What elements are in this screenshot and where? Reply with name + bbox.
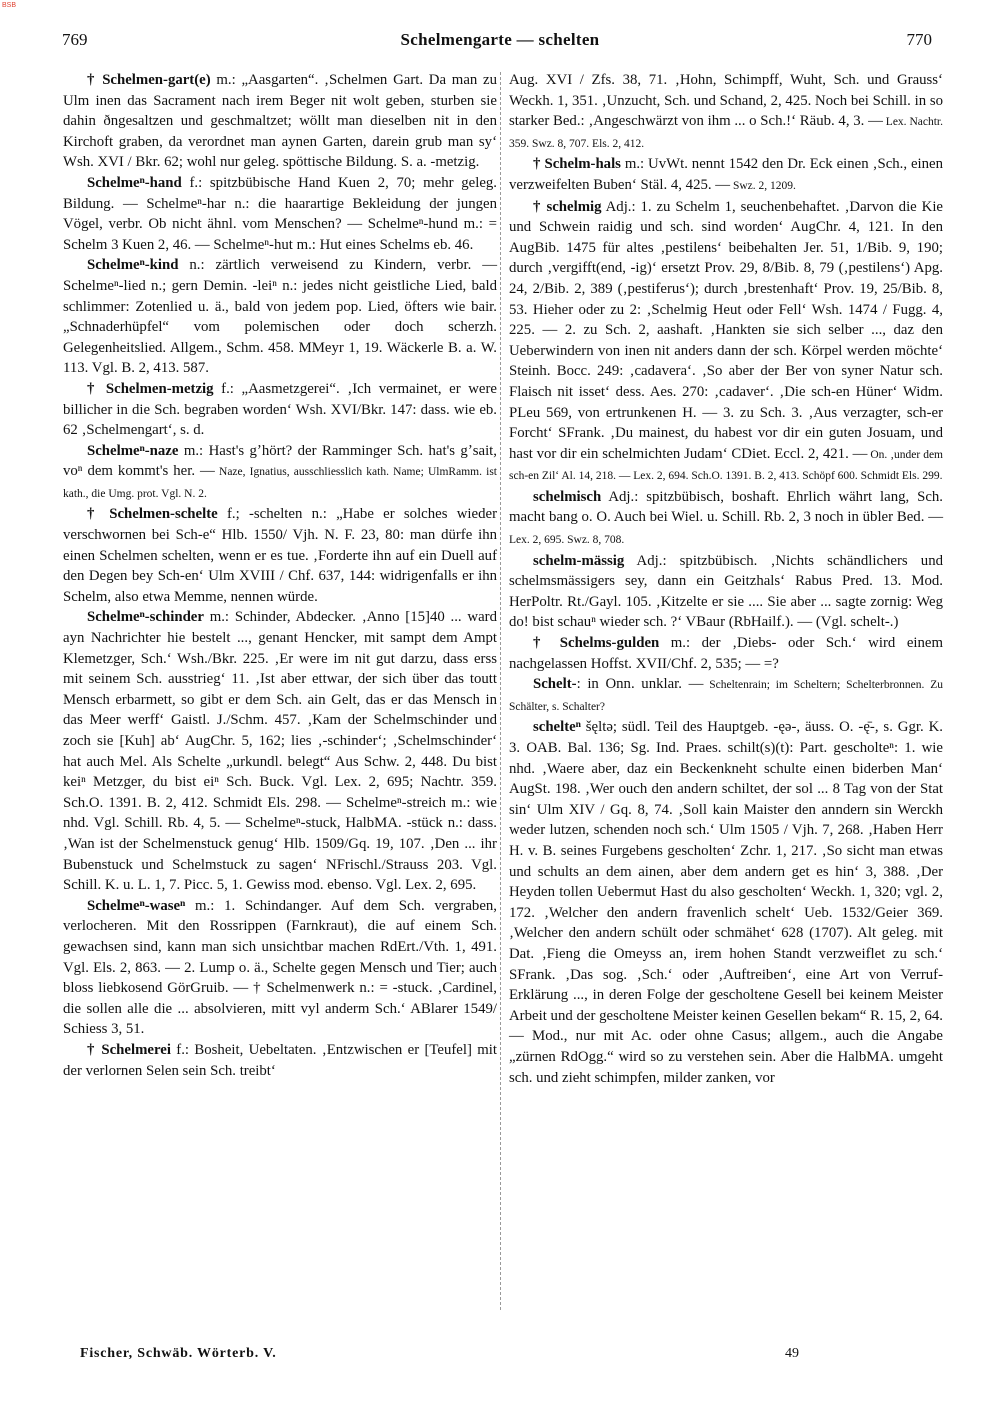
dictionary-entry — [63, 379, 497, 441]
dictionary-entry — [509, 70, 943, 154]
dictionary-entry — [509, 674, 943, 717]
entry-body: m.: Schinder, Abdecker. ‚Anno [15]40 ... ward ayn Nachrichter hie bestelt ..., genant Hencker, mit sampt dem Ampt Klemetzger, Sch.‘ Wsh./Bkr. 225. ‚Er were im nit gut darzu, dass erss mit seinem Sch. ausstrieg‘ 11. ‚Ist aber ettwar, der sich über das toutt Mensch erbarmett, so gibt er dem Sch. ain Gelt, das er das Mensch in das Meer werff‘ Gaistl. J./Schm. 457. ‚Kam der Schelmschinder und zoch sie [Kuh] ab‘ AugChr. 5, 162; lies ‚-schinder‘; ‚Schelmschinder‘ hat auch Mel. Als Schelte „urkundl. belegt“ Aus Schw. 2, 448. Du bist keiⁿ Metzger, du bist eiⁿ Sch. Buck. Vgl. Lex. 2, 695; Nachtr. 359. Sch.O. 1391. B. 2, 412. Schmidt Els. 298. — Schelmeⁿ-streich m.: wie nhd. Vgl. Schill. Rb. 4, 5. — Schelmeⁿ-stuck, HalbMA. -stück n.: dass. ‚Wan ist der Schelmenstuck genug‘ Hlb. 1509/Gq. 19, 107. ‚Den ... ihr Bubenstuck und Schelmstuck zu sagen‘ NFrischl./Strauss 203. Vgl. Schill. K. u. L. 1, 7. Picc. 5, 1. Gewiss mod. ebenso. Vgl. Lex. 2, 695. — [63, 609, 497, 894]
entry-note: Naze, Ignatius, ausschliesslich kath. Name; UlmRamm. ist kath., die Umg. prot. Vgl. N. 2. — [63, 466, 497, 500]
entry-note: Scheltenrain; im Scheltern; Schelterbronnen. Zu Schälter, s. Schalter? — [509, 679, 943, 713]
entry-body: n.: zärtlich verweisend zu Kindern, verbr. — Schelmeⁿ-lied n.; gern Demin. -leiⁿ n.: jedes nicht geistliche Lied, bald schlimmer: Zotenlied u. ä., bald von jedem pop. Lied, öfters wie bair. „Schnaderhüpfel“ vom polemischen oder doch scherzh. Gelegenheitslied. Allgem., Schm. 458. MMeyr 1, 19. Wäckerle B. a. W. 113. Vgl. B. 2, 413. 587. — [63, 257, 497, 377]
page-header — [0, 30, 1000, 52]
right-column — [509, 70, 943, 1088]
dictionary-entry — [509, 633, 943, 674]
entry-headword: Schelmeⁿ-kind — [87, 257, 179, 274]
running-title: Schelmengarte — schelten — [400, 30, 600, 49]
entry-headword: † Schelm-hals — [533, 156, 621, 173]
entry-body: : in Onn. unklar. — — [576, 676, 704, 693]
entry-body: m.: der ‚Diebs- oder Sch.‘ wird einem nachgelassen Hoffst. XVII/Chf. 2, 535; — =? — [509, 635, 943, 672]
entry-note: Lex. Nachtr. 359. Swz. 8, 707. Els. 2, 412. — [509, 116, 943, 150]
library-stamp: BSB — [2, 2, 17, 9]
entry-body: m.: 1. Schindanger. Auf dem Sch. vergraben, verlocheren. Mit den Rossrippen (Farnkraut), die auf einem Sch. gewachsen sind, kann man sich unsichtbar machen RdErt./Vth. 1, 491. Vgl. Els. 2, 863. — 2. Lump o. ä., Schelte gegen Mensch und Tier; auch bloss liebkosend GörGruib. — † Schelmenwerk n.: = -stuck. ‚Cardinel, die sollen alle die ... absolvieren, mitt vyl anderm Sch.‘ ABlarer 1549/ Schiess 3, 51. — [63, 897, 497, 1038]
dictionary-entry — [509, 197, 943, 487]
entry-headword: schelm-mässig — [533, 552, 625, 569]
left-column — [63, 70, 497, 1081]
entry-headword: Schelt- — [533, 676, 577, 693]
signature-mark: 49 — [785, 1346, 799, 1361]
entry-note: Lex. 2, 695. Swz. 8, 708. — [509, 534, 625, 547]
page-number-left: 769 — [62, 30, 88, 49]
entry-body: Adj.: spitzbübisch. ‚Nichts schändlichers und schelmsmässigers sey, dann ein Geitzhals‘ Rabus Pred. 13. Mod. HerPoltr. Rt./Gayl. 105. ‚Kitzelte er sie .... Sie aber ... sagte zornig: Weg do! bist schauⁿ wieder sch. ?‘ VBaur (RbHailf.). — (Vgl. schelt-.) — [509, 552, 943, 631]
entry-headword: Schelmeⁿ-waseⁿ — [87, 897, 186, 914]
entry-body: f.; -schelten n.: „Habe er solches wieder verschwornen bei Sch-e“ Hlb. 1550/ Vjh. N. F. 23, 80: man dürfe ihn einen Schelmen schelten, wenn er es tue. ‚Forderte ihn auf ein Duell auf den Degen bey Sch-en‘ Ulm XVIII / Chf. 637, 144: widrigenfalls er ihn Schelm, also etwa Memme, nennen würde. — [63, 506, 497, 605]
dictionary-entry — [63, 173, 497, 255]
footer-imprint: Fischer, Schwäb. Wörterb. V. — [80, 1346, 277, 1361]
entry-body: f.: Bosheit, Uebeltaten. ‚Entzwischen er [Teufel] mit der verlornen Selen sein Sch. treibt‘ — [63, 1041, 497, 1079]
entry-note: On. ‚under dem sch-en Zil‘ Al. 14, 218. — Lex. 2, 694. Sch.O. 1391. B. 2, 413. Schöpf 600. Schmidt Els. 299. — [509, 448, 943, 483]
dictionary-entry — [509, 154, 943, 196]
dictionary-entry — [63, 896, 497, 1040]
entry-headword: Schelmeⁿ-schinder — [87, 609, 204, 626]
entry-headword: Schelmeⁿ-hand — [87, 174, 182, 191]
entry-headword: schelmisch — [533, 488, 602, 505]
entry-body: m.: „Aasgarten“. ‚Schelmen Gart. Da man zu Ulm inen das Sacrament nach irem Beger nit wolt geben, sturben sie dahin ðngesaltzen und geschmaltzet; wöllt man dieselben nit in den Kirchoft graben, da verordnet man aynen Garten, darein grub man sy‘ Wsh. XVI / Bkr. 62; wohl nur geleg. spöttische Bildung. S. a. -metzig. — [63, 72, 497, 171]
entry-body: m.: Hast's gʼhört? der Ramminger Sch. hat's gʼsait, voⁿ dem kommt's her. — — [63, 442, 497, 480]
entry-body: Aug. XVI / Zfs. 38, 71. ‚Hohn, Schimpff, Wuht, Sch. und Grauss‘ Weckh. 1, 351. ‚Unzucht, Sch. und Schand, 2, 425. Noch bei Schill. in so starker Bed.: ‚Angeschwärzt von ihm ... o Sch.!‘ Räub. 4, 3. — — [509, 72, 943, 130]
page-number-right: 770 — [906, 30, 932, 49]
entry-headword: schelteⁿ — [533, 719, 581, 736]
dictionary-entry — [63, 1040, 497, 1081]
entry-body: f.: „Aasmetzgerei“. ‚Ich vermainet, er were billicher in die Sch. begraben worden‘ Wsh. XVI/Bkr. 147: dass. wie eb. 62 ‚Schelmengart‘, s. d. — [63, 380, 497, 439]
entry-headword: † Schelmen-schelte — [87, 506, 218, 523]
entry-body: šęltə; südl. Teil des Hauptgeb. -ęə-, äuss. O. -ę̄-, s. Ggr. K. 3. OAB. Bal. 136; Sg. Ind. Praes. schilt(s)(t): Part. gescholteⁿ: 1. wie nhd. ‚Waere aber, daz ein Beckenkneht schulte einen biderben Man‘ AugSt. 198. ‚Wer ouch den andern schiltet, der sol ... 8 Tag von der Stat sin‘ Ulm XIV / Gq. 8, 74. ‚Soll kain Maister den anndern sin Werckh weder lutzen, schenden noch sch.‘ Ulm 1505 / Vjh. 7, 268. ‚Haben Herr H. v. B. seines Furgebens gescholten‘ Zchr. 1, 217. ‚So sicht man etwas und schults an dem ainen, aber dem andern get es hin‘ 3, 388. ‚Der Heyden tollen Uebermut Hast du also gescholten‘ Weckh. 1, 320; vgl. 2, 172. ‚Welcher den andern fravenlich schelt‘ Ueb. 1532/Geier 369. ‚Welcher den andern schült oder schmähet‘ 628 (1707). Alt geleg. mit Dat. ‚Fieng die Omeyss an, irem hohen Standt verzweiflet zu sch.‘ SFrank. ‚Das sog. ‚Sch.‘ oder ‚Auftreiben‘, eine Art von Verruf-Erklärung ..., in deren Folge der gescholtene Gesell bei keinem Meister Arbeit und der gescholtene Meister keinen Gesellen bekam“ R. 15, 2, 64. — Mod., nur mit Ac. oder ohne Casus; allgem., auch die Angabe „zürnen RdOgg.“ wird so zu verstehen sein. Aber die HalbMA. umgeht sch. und zieht schimpfen, milder zanken, vor — [509, 719, 943, 1086]
dictionary-entry — [509, 487, 943, 551]
dictionary-entry — [63, 441, 497, 505]
entry-body: m.: UvWt. nennt 1542 den Dr. Eck einen ‚Sch., einen verzweifelten Buben‘ Stäl. 4, 425. — — [509, 156, 943, 193]
entry-headword: † Schelms-gulden — [533, 635, 660, 652]
dictionary-entry — [509, 717, 943, 1088]
entry-headword: † Schelmerei — [87, 1041, 171, 1058]
dictionary-entry — [63, 255, 497, 379]
entry-headword: † Schelmen-metzig — [87, 380, 214, 397]
entry-headword: Schelmeⁿ-naze — [87, 442, 179, 459]
column-divider — [500, 72, 501, 1310]
dictionary-entry — [63, 70, 497, 173]
entry-body: f.: spitzbübische Hand Kuen 2, 70; mehr geleg. Bildung. — Schelmeⁿ-har n.: die haarartige Bekleidung der jungen Vögel, verbr. Ob nicht ähnl. vom Menschen? — Schelmeⁿ-hund m.: = Schelm 3 Kuen 2, 46. — Schelmeⁿ-hut m.: Hut eines Schelms eb. 46. — [63, 174, 497, 253]
entry-body: Adj.: spitzbübisch, boshaft. Ehrlich währt lang, Sch. macht bang o. O. Auch bei Wiel. u. Schill. Rb. 2, 3 noch in übler Bed. — — [509, 488, 943, 526]
entry-body: Adj.: 1. zu Schelm 1, seuchenbehaftet. ‚Darvon die Kie und Schwein raidig und sch. sind worden‘ AugChr. 4, 121. In den AugBib. 1475 für altes ‚pestilens‘ beibehalten Jer. 51, 1/Bib. 9, 190; durch ‚vergifft(end, -ig)‘ ersetzt Prov. 29, 8/Bib. 8, 79 (‚pestilens‘) Apg. 24, 2/Bib. 2, 389 (‚pestiferus‘); durch ‚brestenhaft‘ Prov. 19, 25/Bib. 8, 53. Hieher oder zu 2: ‚Schelmig Heut oder Fell‘ Wsh. 1474 / Fugg. 4, 225. — 2. zu Sch. 2, aashaft. ‚Hankten sie sich selber ..., daz den Ueberwindern von inen nit anders dann der sch. Körpel werden möchte‘ Steinh. Bocc. 249: ‚cadavera‘. ‚So aber der Ber von syner Natur sch. Flaisch nit isset‘ dess. Aes. 270: ‚cadaver‘. ‚Die sch-en Hüner‘ Widm. PLeu 569, von ertrunkenen H. — 3. zu Sch. 3. ‚Aus verzagter, sch-er Forcht‘ SFrank. ‚Du mainest, du habest vor dir ein guten Josuam, und hast vor dir ein schelmichten Judam‘ CDiet. Eccl. 2, 421. — — [509, 198, 943, 462]
dictionary-entry — [63, 504, 497, 607]
entry-headword: † schelmig — [533, 198, 602, 215]
entry-headword: † Schelmen-gart(e) — [87, 72, 211, 88]
dictionary-entry — [509, 551, 943, 633]
entry-note: Swz. 2, 1209. — [730, 179, 796, 192]
dictionary-entry — [63, 607, 497, 895]
